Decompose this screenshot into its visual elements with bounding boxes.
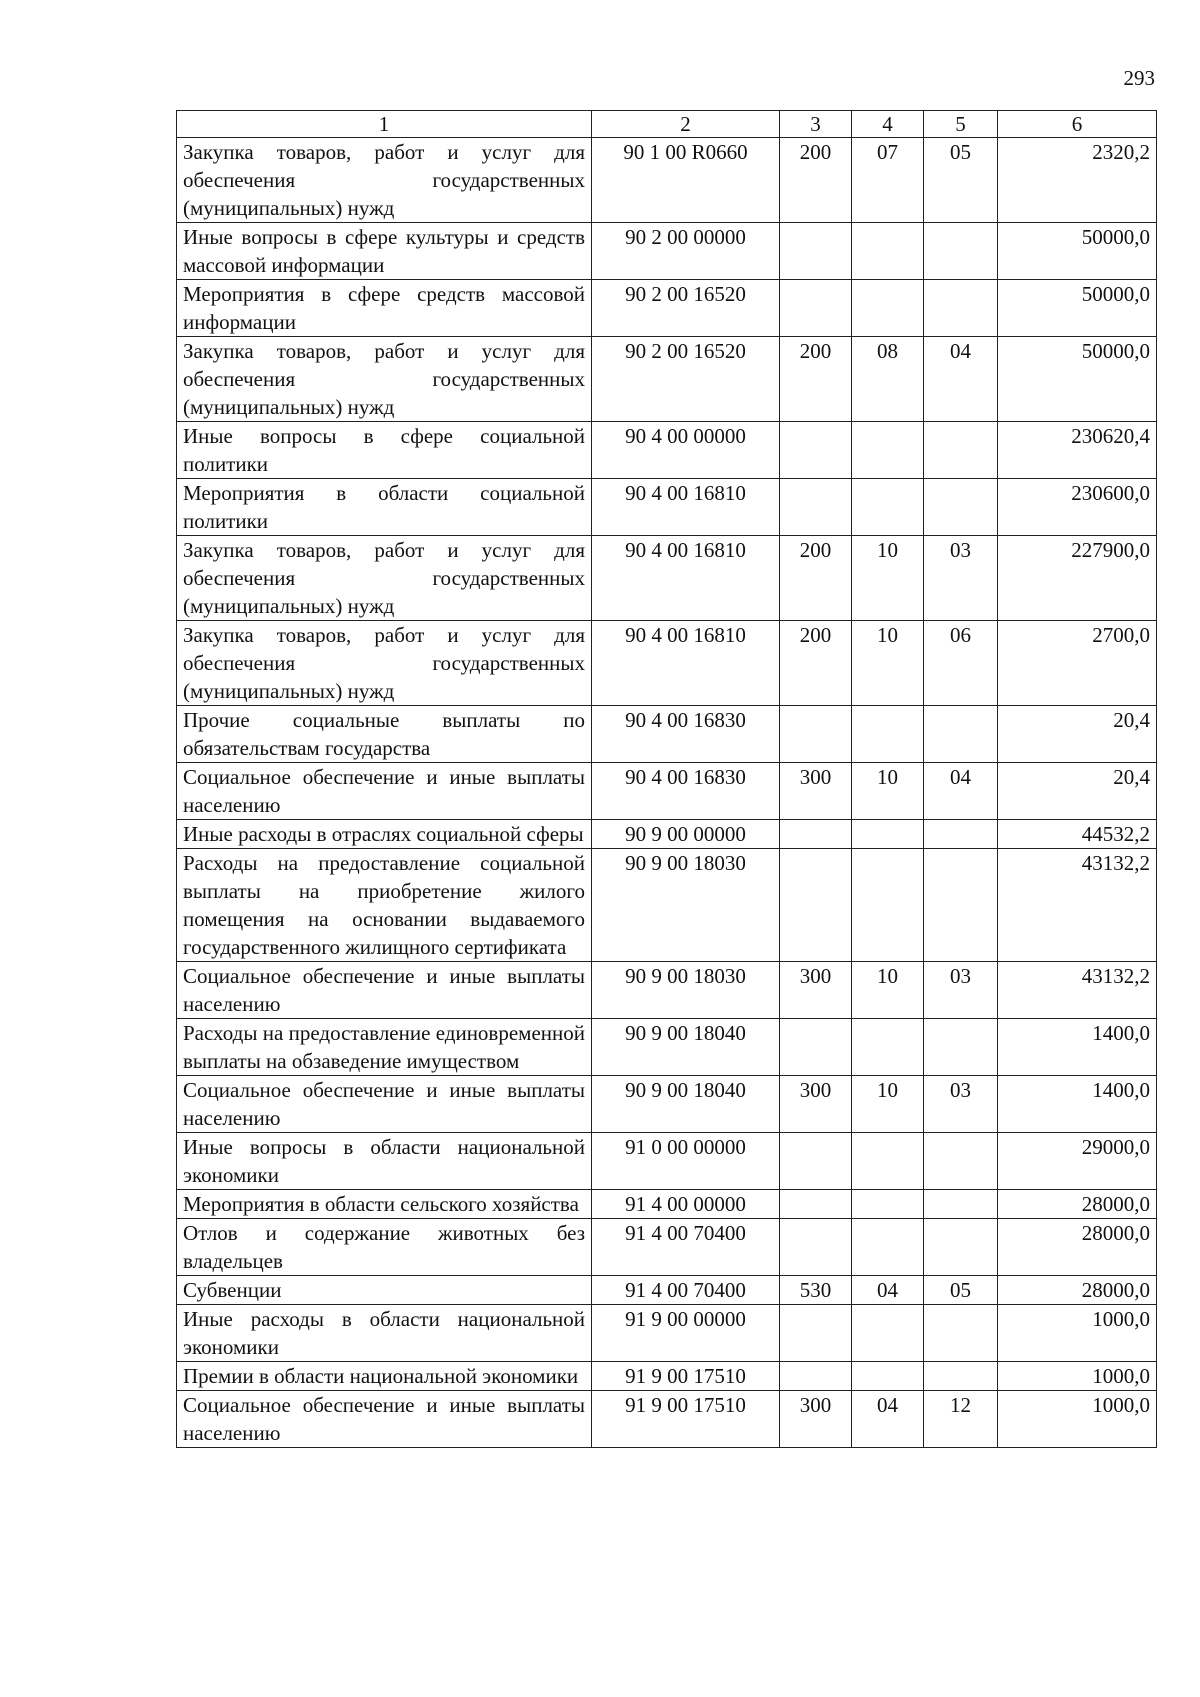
row-code-cell: 90 2 00 16520 — [592, 280, 780, 337]
table-row — [177, 280, 1157, 337]
table-row — [177, 763, 1157, 820]
row-code-cell: 90 9 00 18040 — [592, 1076, 780, 1133]
row-col5-cell — [924, 849, 998, 962]
row-col4-cell — [852, 849, 924, 962]
row-col3-cell — [780, 706, 852, 763]
row-col5-cell — [924, 1019, 998, 1076]
row-col5-cell: 03 — [924, 962, 998, 1019]
row-col4-cell — [852, 1305, 924, 1362]
row-code-cell: 90 4 00 16810 — [592, 479, 780, 536]
row-col5-cell: 05 — [924, 138, 998, 223]
row-col5-cell — [924, 1362, 998, 1391]
row-code-cell: 91 4 00 70400 — [592, 1219, 780, 1276]
row-name-cell: Закупка товаров, работ и услуг для обеспечения государственных (муниципальных) нужд — [177, 536, 592, 621]
row-code-cell: 90 9 00 18030 — [592, 962, 780, 1019]
row-col4-cell: 08 — [852, 337, 924, 422]
row-amount-cell: 20,4 — [998, 706, 1157, 763]
table-row — [177, 1133, 1157, 1190]
row-name-cell: Социальное обеспечение и иные выплаты населению — [177, 1391, 592, 1448]
row-col3-cell: 200 — [780, 536, 852, 621]
row-col4-cell — [852, 422, 924, 479]
row-amount-cell: 28000,0 — [998, 1219, 1157, 1276]
table-row — [177, 479, 1157, 536]
table-row — [177, 1019, 1157, 1076]
table-row — [177, 820, 1157, 849]
row-col3-cell: 300 — [780, 1076, 852, 1133]
row-name-cell: Закупка товаров, работ и услуг для обеспечения государственных (муниципальных) нужд — [177, 621, 592, 706]
table-row — [177, 1362, 1157, 1391]
row-name-cell: Отлов и содержание животных без владельцев — [177, 1219, 592, 1276]
row-col5-cell — [924, 1190, 998, 1219]
table-row — [177, 422, 1157, 479]
row-amount-cell: 44532,2 — [998, 820, 1157, 849]
row-amount-cell: 28000,0 — [998, 1190, 1157, 1219]
row-col3-cell — [780, 1219, 852, 1276]
row-name-cell: Иные расходы в области национальной экономики — [177, 1305, 592, 1362]
table-row — [177, 962, 1157, 1019]
row-name-cell: Расходы на предоставление социальной выплаты на приобретение жилого помещения на основании выдаваемого государственного жилищного сертификата — [177, 849, 592, 962]
header-cell: 3 — [780, 111, 852, 138]
row-amount-cell: 1400,0 — [998, 1076, 1157, 1133]
row-amount-cell: 50000,0 — [998, 337, 1157, 422]
row-col4-cell — [852, 706, 924, 763]
row-col5-cell: 03 — [924, 536, 998, 621]
row-col3-cell — [780, 280, 852, 337]
row-col4-cell: 04 — [852, 1276, 924, 1305]
row-code-cell: 90 9 00 18040 — [592, 1019, 780, 1076]
row-code-cell: 90 4 00 16830 — [592, 706, 780, 763]
row-col5-cell: 05 — [924, 1276, 998, 1305]
row-col4-cell: 07 — [852, 138, 924, 223]
row-amount-cell: 230600,0 — [998, 479, 1157, 536]
row-col3-cell — [780, 479, 852, 536]
table-row — [177, 1076, 1157, 1133]
row-name-cell: Иные вопросы в сфере социальной политики — [177, 422, 592, 479]
row-code-cell: 90 4 00 00000 — [592, 422, 780, 479]
row-name-cell: Премии в области национальной экономики — [177, 1362, 592, 1391]
table-row — [177, 621, 1157, 706]
row-name-cell: Иные вопросы в области национальной экономики — [177, 1133, 592, 1190]
row-name-cell: Мероприятия в сфере средств массовой информации — [177, 280, 592, 337]
row-amount-cell: 1000,0 — [998, 1305, 1157, 1362]
row-col4-cell: 10 — [852, 1076, 924, 1133]
row-col3-cell — [780, 223, 852, 280]
row-col3-cell: 300 — [780, 763, 852, 820]
table-row — [177, 849, 1157, 962]
row-amount-cell: 230620,4 — [998, 422, 1157, 479]
row-col4-cell: 10 — [852, 962, 924, 1019]
table-row — [177, 1276, 1157, 1305]
row-col5-cell — [924, 1305, 998, 1362]
table-row — [177, 536, 1157, 621]
row-col5-cell: 06 — [924, 621, 998, 706]
row-col3-cell — [780, 820, 852, 849]
row-col4-cell — [852, 1019, 924, 1076]
row-amount-cell: 1000,0 — [998, 1362, 1157, 1391]
row-code-cell: 90 2 00 00000 — [592, 223, 780, 280]
table-body — [177, 138, 1157, 1448]
row-col5-cell: 12 — [924, 1391, 998, 1448]
row-col3-cell — [780, 1362, 852, 1391]
row-col4-cell — [852, 1362, 924, 1391]
table-row — [177, 223, 1157, 280]
table-row — [177, 1219, 1157, 1276]
row-name-cell: Субвенции — [177, 1276, 592, 1305]
row-col4-cell — [852, 1190, 924, 1219]
row-col5-cell — [924, 223, 998, 280]
row-amount-cell: 50000,0 — [998, 223, 1157, 280]
row-name-cell: Иные расходы в отраслях социальной сферы — [177, 820, 592, 849]
row-code-cell: 90 9 00 00000 — [592, 820, 780, 849]
row-col4-cell: 10 — [852, 763, 924, 820]
row-col5-cell: 04 — [924, 763, 998, 820]
row-code-cell: 91 4 00 70400 — [592, 1276, 780, 1305]
row-col5-cell — [924, 479, 998, 536]
row-col4-cell: 10 — [852, 536, 924, 621]
row-amount-cell: 2320,2 — [998, 138, 1157, 223]
row-amount-cell: 1400,0 — [998, 1019, 1157, 1076]
table-row — [177, 1190, 1157, 1219]
row-col4-cell — [852, 820, 924, 849]
row-amount-cell: 50000,0 — [998, 280, 1157, 337]
row-col5-cell — [924, 1219, 998, 1276]
row-col5-cell — [924, 1133, 998, 1190]
row-amount-cell: 1000,0 — [998, 1391, 1157, 1448]
row-amount-cell: 43132,2 — [998, 849, 1157, 962]
row-code-cell: 91 0 00 00000 — [592, 1133, 780, 1190]
table-row — [177, 706, 1157, 763]
row-amount-cell: 227900,0 — [998, 536, 1157, 621]
row-code-cell: 90 2 00 16520 — [592, 337, 780, 422]
row-amount-cell: 29000,0 — [998, 1133, 1157, 1190]
row-col3-cell: 200 — [780, 337, 852, 422]
row-col4-cell — [852, 223, 924, 280]
row-name-cell: Закупка товаров, работ и услуг для обеспечения государственных (муниципальных) нужд — [177, 337, 592, 422]
row-col3-cell: 300 — [780, 1391, 852, 1448]
row-code-cell: 90 4 00 16830 — [592, 763, 780, 820]
row-col3-cell — [780, 1019, 852, 1076]
row-name-cell: Социальное обеспечение и иные выплаты населению — [177, 962, 592, 1019]
table-row — [177, 138, 1157, 223]
row-amount-cell: 43132,2 — [998, 962, 1157, 1019]
row-code-cell: 90 4 00 16810 — [592, 621, 780, 706]
table-row — [177, 337, 1157, 422]
row-amount-cell: 28000,0 — [998, 1276, 1157, 1305]
row-col3-cell: 300 — [780, 962, 852, 1019]
row-col5-cell — [924, 422, 998, 479]
row-name-cell: Закупка товаров, работ и услуг для обеспечения государственных (муниципальных) нужд — [177, 138, 592, 223]
row-col3-cell — [780, 1305, 852, 1362]
row-col3-cell — [780, 422, 852, 479]
row-name-cell: Социальное обеспечение и иные выплаты населению — [177, 763, 592, 820]
row-col5-cell: 04 — [924, 337, 998, 422]
row-amount-cell: 20,4 — [998, 763, 1157, 820]
budget-table — [176, 110, 1157, 1448]
row-name-cell: Расходы на предоставление единовременной выплаты на обзаведение имуществом — [177, 1019, 592, 1076]
row-col5-cell — [924, 706, 998, 763]
row-code-cell: 90 1 00 R0660 — [592, 138, 780, 223]
header-row — [177, 111, 1157, 138]
row-col5-cell — [924, 280, 998, 337]
row-col3-cell: 200 — [780, 138, 852, 223]
row-col3-cell — [780, 849, 852, 962]
row-col4-cell — [852, 1219, 924, 1276]
table-row — [177, 1391, 1157, 1448]
row-col4-cell: 10 — [852, 621, 924, 706]
row-col3-cell: 200 — [780, 621, 852, 706]
row-col3-cell — [780, 1133, 852, 1190]
header-cell: 6 — [998, 111, 1157, 138]
row-col4-cell — [852, 479, 924, 536]
row-col3-cell — [780, 1190, 852, 1219]
row-code-cell: 90 9 00 18030 — [592, 849, 780, 962]
header-cell: 1 — [177, 111, 592, 138]
row-code-cell: 90 4 00 16810 — [592, 536, 780, 621]
row-code-cell: 91 9 00 17510 — [592, 1391, 780, 1448]
row-col4-cell — [852, 280, 924, 337]
page-number: 293 — [1123, 66, 1155, 90]
row-name-cell: Иные вопросы в сфере культуры и средств массовой информации — [177, 223, 592, 280]
row-code-cell: 91 9 00 00000 — [592, 1305, 780, 1362]
header-cell: 5 — [924, 111, 998, 138]
row-name-cell: Мероприятия в области социальной политики — [177, 479, 592, 536]
row-name-cell: Мероприятия в области сельского хозяйства — [177, 1190, 592, 1219]
row-col5-cell — [924, 820, 998, 849]
row-name-cell: Прочие социальные выплаты по обязательствам государства — [177, 706, 592, 763]
row-code-cell: 91 4 00 00000 — [592, 1190, 780, 1219]
row-code-cell: 91 9 00 17510 — [592, 1362, 780, 1391]
row-col4-cell — [852, 1133, 924, 1190]
row-col5-cell: 03 — [924, 1076, 998, 1133]
table-row — [177, 1305, 1157, 1362]
row-name-cell: Социальное обеспечение и иные выплаты населению — [177, 1076, 592, 1133]
header-cell: 2 — [592, 111, 780, 138]
row-col4-cell: 04 — [852, 1391, 924, 1448]
row-amount-cell: 2700,0 — [998, 621, 1157, 706]
row-col3-cell: 530 — [780, 1276, 852, 1305]
header-cell: 4 — [852, 111, 924, 138]
